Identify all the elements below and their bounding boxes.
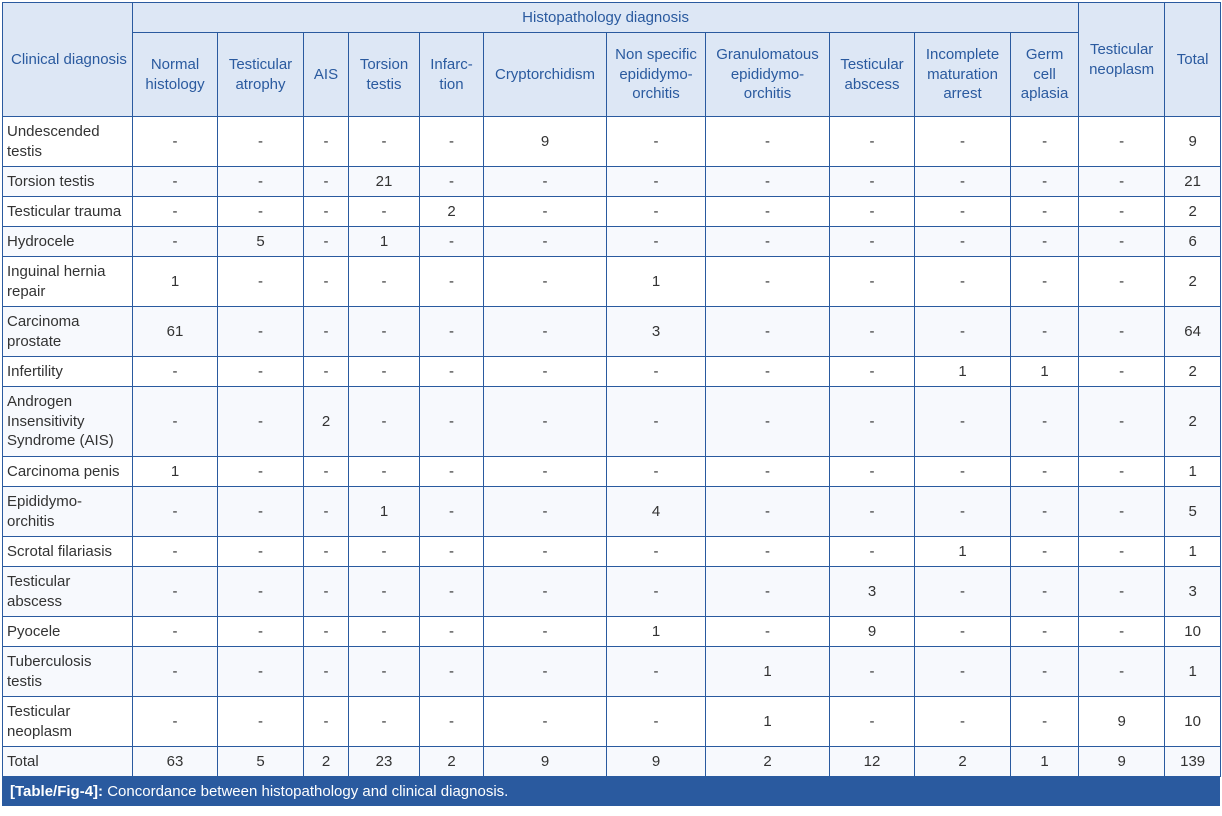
table-cell: 1 [607,257,706,307]
table-cell: - [706,117,830,167]
table-cell: - [706,567,830,617]
table-cell: - [304,257,349,307]
table-cell: 1 [1165,537,1221,567]
table-cell: - [1011,257,1079,307]
table-cell: - [607,647,706,697]
table-cell: - [484,257,607,307]
table-cell: - [484,487,607,537]
table-cell: - [1011,197,1079,227]
table-caption [2,777,1220,806]
table-cell: - [484,697,607,747]
table-cell: - [915,227,1011,257]
table-cell: - [706,227,830,257]
table-cell: 1 [1165,647,1221,697]
column-header-testicular-neoplasm: Testicular neoplasm [1079,3,1165,117]
table-cell: 2 [304,747,349,777]
table-cell: 1 [1011,747,1079,777]
table-cell: 5 [218,227,304,257]
table-cell: 61 [133,307,218,357]
table-cell: - [1079,357,1165,387]
table-cell: 2 [1165,197,1221,227]
table-cell: 12 [830,747,915,777]
table-cell: 6 [1165,227,1221,257]
row-label: Testicular neoplasm [3,697,133,747]
table-cell: - [706,257,830,307]
table-cell: - [218,617,304,647]
table-cell: 2 [1165,357,1221,387]
row-label: Inguinal hernia repair [3,257,133,307]
table-cell: - [133,647,218,697]
table-cell: - [349,257,420,307]
table-cell: - [915,647,1011,697]
table-cell: 5 [1165,487,1221,537]
table-cell: - [1079,387,1165,457]
table-cell: - [304,227,349,257]
table-cell: 9 [1165,117,1221,167]
table-cell: - [1011,457,1079,487]
table-cell: - [915,117,1011,167]
table-cell: - [349,457,420,487]
table-cell: - [218,567,304,617]
table-cell: - [607,197,706,227]
table-cell: - [915,457,1011,487]
table-cell: - [218,537,304,567]
table-cell: - [607,167,706,197]
table-cell: 64 [1165,307,1221,357]
row-label: Testicular trauma [3,197,133,227]
table-cell: - [420,117,484,167]
table-cell: - [133,567,218,617]
row-label: Pyocele [3,617,133,647]
table-cell: - [218,357,304,387]
table-cell: - [484,617,607,647]
table-cell: - [349,567,420,617]
table-cell: - [349,307,420,357]
table-cell: - [830,387,915,457]
table-row [3,227,1221,257]
table-cell: - [830,167,915,197]
table-cell: - [420,167,484,197]
table-cell: - [218,257,304,307]
table-cell: - [830,537,915,567]
column-header: Non specific epididymo- orchitis [607,33,706,117]
table-row [3,617,1221,647]
table-cell: 9 [830,617,915,647]
table-cell: - [218,457,304,487]
table-cell: - [830,257,915,307]
table-row [3,387,1221,457]
table-cell: 23 [349,747,420,777]
table-cell: - [1011,117,1079,167]
table-cell: - [349,117,420,167]
table-cell: - [1011,617,1079,647]
table-cell: - [133,487,218,537]
table-cell: - [349,197,420,227]
table-cell: - [484,567,607,617]
table-cell: - [830,197,915,227]
table-cell: 9 [484,747,607,777]
table-cell: - [915,387,1011,457]
column-header: Testicular abscess [830,33,915,117]
column-header: Infarc- tion [420,33,484,117]
table-cell: - [304,487,349,537]
table-cell: - [133,357,218,387]
table-cell: - [706,357,830,387]
column-header: Torsion testis [349,33,420,117]
table-cell: - [133,197,218,227]
table-cell: 2 [1165,257,1221,307]
table-cell: - [607,227,706,257]
table-cell: 2 [915,747,1011,777]
table-cell: 2 [420,747,484,777]
table-cell: - [218,197,304,227]
table-row [3,647,1221,697]
row-label: Infertility [3,357,133,387]
table-cell: - [915,567,1011,617]
table-cell: - [420,227,484,257]
table-cell: 1 [133,457,218,487]
table-cell: - [484,357,607,387]
table-cell: - [915,697,1011,747]
table-cell: - [420,537,484,567]
table-cell: 4 [607,487,706,537]
table-cell: - [915,487,1011,537]
table-cell: - [1011,167,1079,197]
table-cell: - [420,647,484,697]
row-label: Undescended testis [3,117,133,167]
table-cell: - [915,197,1011,227]
table-cell: - [915,617,1011,647]
table-cell: - [706,617,830,647]
table-cell: - [218,487,304,537]
table-cell: - [706,387,830,457]
table-cell: - [218,647,304,697]
table-cell: 1 [349,487,420,537]
table-cell: - [133,117,218,167]
table-cell: - [830,457,915,487]
table-cell: - [830,697,915,747]
table-row [3,697,1221,747]
table-cell: 9 [1079,697,1165,747]
table-cell: - [1011,227,1079,257]
clinical-diagnosis-header: Clinical diagnosis [3,3,133,117]
table-cell: - [915,257,1011,307]
table-cell: - [133,697,218,747]
table-cell: - [1079,167,1165,197]
table-cell: - [484,457,607,487]
table-cell: - [830,647,915,697]
table-row [3,307,1221,357]
table-cell: - [830,117,915,167]
table-cell: - [1079,197,1165,227]
row-label: Androgen Insensitivity Syndrome (AIS) [3,387,133,457]
row-label: Carcinoma prostate [3,307,133,357]
table-cell: 21 [349,167,420,197]
table-row [3,197,1221,227]
table-cell: - [484,197,607,227]
table-cell: - [133,537,218,567]
table-cell: - [304,167,349,197]
table-cell: - [218,117,304,167]
table-cell: 1 [1165,457,1221,487]
table-cell: - [607,567,706,617]
row-label: Hydrocele [3,227,133,257]
table-cell: 9 [484,117,607,167]
table-cell: 21 [1165,167,1221,197]
table-cell: 1 [607,617,706,647]
table-cell: 1 [915,537,1011,567]
table-cell: - [304,567,349,617]
table-cell: - [1011,307,1079,357]
table-cell: - [420,257,484,307]
table-cell: - [706,307,830,357]
table-cell: - [304,117,349,167]
table-cell: - [706,457,830,487]
table-cell: - [830,227,915,257]
table-cell: - [1079,117,1165,167]
table-cell: - [830,357,915,387]
table-cell: - [607,697,706,747]
table-cell: - [484,167,607,197]
table-cell: - [218,387,304,457]
table-cell: 3 [830,567,915,617]
row-label: Testicular abscess [3,567,133,617]
table-cell: - [218,307,304,357]
table-cell: - [607,537,706,567]
histopathology-group-header: Histopathology diagnosis [133,3,1079,33]
table-cell: - [133,167,218,197]
table-cell: 9 [1079,747,1165,777]
table-cell: 1 [706,697,830,747]
table-cell: 3 [607,307,706,357]
row-label: Torsion testis [3,167,133,197]
table-cell: - [304,617,349,647]
column-header-total: Total [1165,3,1221,117]
table-cell: 1 [706,647,830,697]
table-cell: - [607,457,706,487]
table-cell: - [349,647,420,697]
table-cell: - [304,457,349,487]
table-cell: - [1079,567,1165,617]
table-cell: - [218,697,304,747]
table-cell: - [420,567,484,617]
column-header: Cryptorchidism [484,33,607,117]
table-row [3,357,1221,387]
caption-label: [Table/Fig-4]: [10,783,104,800]
table-cell: - [706,487,830,537]
table-cell: - [1079,537,1165,567]
table-row [3,257,1221,307]
table-cell: - [1079,647,1165,697]
table-cell: - [133,387,218,457]
table-cell: - [607,387,706,457]
table-cell: 1 [349,227,420,257]
table-cell: - [706,537,830,567]
table-cell: - [420,617,484,647]
table-cell: - [830,487,915,537]
row-label: Carcinoma penis [3,457,133,487]
table-cell: - [304,357,349,387]
row-label: Tuberculosis testis [3,647,133,697]
table-cell: - [133,617,218,647]
table-cell: - [1011,487,1079,537]
column-header: Testicular atrophy [218,33,304,117]
table-cell: - [304,197,349,227]
table-cell: - [484,307,607,357]
table-cell: 9 [607,747,706,777]
table-cell: 3 [1165,567,1221,617]
table-cell: - [349,357,420,387]
table-row [3,167,1221,197]
table-cell: - [420,487,484,537]
table-cell: - [607,357,706,387]
table-cell: - [420,357,484,387]
table-cell: - [218,167,304,197]
table-cell: - [706,167,830,197]
table-cell: - [607,117,706,167]
table-cell: - [484,647,607,697]
table-cell: - [420,387,484,457]
table-cell: - [1079,257,1165,307]
table-cell: 63 [133,747,218,777]
table-cell: 2 [304,387,349,457]
column-header: Germ cell aplasia [1011,33,1079,117]
table-cell: - [133,227,218,257]
table-cell: - [1011,567,1079,617]
table-cell: - [1079,457,1165,487]
table-cell: - [1011,697,1079,747]
table-cell: - [484,537,607,567]
table-cell: - [484,387,607,457]
table-cell: - [1011,647,1079,697]
table-cell: - [915,167,1011,197]
table-cell: - [1079,227,1165,257]
table-cell: - [1011,537,1079,567]
table-cell: - [420,457,484,487]
table-cell: 1 [133,257,218,307]
table-cell: - [706,197,830,227]
table-cell: - [830,307,915,357]
row-label: Epididymo- orchitis [3,487,133,537]
table-cell: 5 [218,747,304,777]
table-cell: 10 [1165,617,1221,647]
row-label: Scrotal filariasis [3,537,133,567]
table-row [3,747,1221,777]
table-cell: - [484,227,607,257]
table-cell: 2 [706,747,830,777]
table-figure [2,2,1220,806]
caption-text: Concordance between histopathology and clinical diagnosis. [107,783,509,800]
table-row [3,537,1221,567]
table-cell: 2 [420,197,484,227]
table-cell: - [349,387,420,457]
table-row [3,117,1221,167]
column-header: AIS [304,33,349,117]
row-label: Total [3,747,133,777]
table-row [3,567,1221,617]
table-cell: - [349,617,420,647]
table-cell: - [1079,487,1165,537]
table-cell: - [420,697,484,747]
table-row [3,457,1221,487]
table-cell: 1 [1011,357,1079,387]
concordance-table [2,2,1221,777]
column-header: Normal histology [133,33,218,117]
table-cell: - [304,307,349,357]
table-cell: 1 [915,357,1011,387]
column-header: Granulomatous epididymo- orchitis [706,33,830,117]
table-cell: - [1011,387,1079,457]
table-cell: 2 [1165,387,1221,457]
table-cell: - [1079,307,1165,357]
table-row [3,487,1221,537]
table-cell: - [1079,617,1165,647]
table-cell: - [915,307,1011,357]
table-cell: - [304,647,349,697]
table-cell: 139 [1165,747,1221,777]
table-cell: - [349,697,420,747]
table-cell: - [304,697,349,747]
table-cell: 10 [1165,697,1221,747]
table-cell: - [349,537,420,567]
table-cell: - [420,307,484,357]
table-cell: - [304,537,349,567]
column-header: Incomplete maturation arrest [915,33,1011,117]
